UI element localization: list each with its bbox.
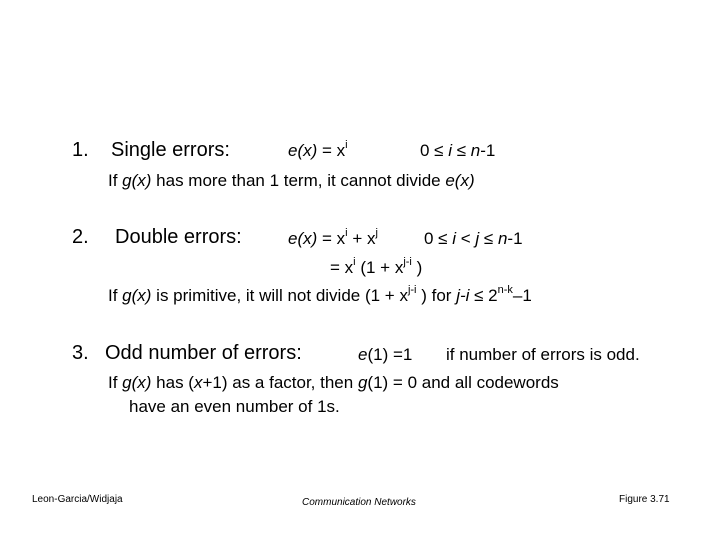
- item3-heading: Odd number of errors:: [105, 342, 302, 364]
- item3-number: 3.: [72, 342, 89, 364]
- item2-range-lt: <: [456, 229, 476, 248]
- item2-range-i: i: [452, 229, 457, 248]
- item2-note-le: ≤ 2: [469, 286, 498, 305]
- item3-note-g1: g: [357, 373, 368, 392]
- item3-note-g: g(x): [122, 373, 152, 392]
- item2-factor-eq: = x: [330, 258, 354, 277]
- item3-note-line1: [108, 374, 559, 391]
- item2-formula-exp-i: i: [345, 227, 348, 239]
- item1-range-i: i: [448, 141, 453, 160]
- item2-range-pre: 0 ≤: [424, 229, 453, 248]
- item2-factor-exp-ji: j-i: [403, 256, 412, 268]
- item2-note-mid: is primitive, it will not divide (1 + x: [151, 286, 408, 305]
- item1-range-post: ≤: [452, 141, 471, 160]
- item2-note-cond: j-i: [456, 286, 470, 305]
- item2-factor-exp-i: i: [353, 256, 356, 268]
- item1-range-pre: 0 ≤: [420, 141, 449, 160]
- item1-note-e: e(x): [445, 171, 475, 190]
- item2-range: [424, 230, 523, 247]
- footer-figure-number: Figure 3.71: [619, 494, 670, 505]
- item1-note-g: g(x): [122, 171, 152, 190]
- item2-heading: Double errors:: [115, 226, 242, 248]
- item1-note-pre: If: [108, 171, 123, 190]
- item2-note-pre: If: [108, 286, 123, 305]
- item2-note-exp-nk: n-k: [497, 284, 513, 296]
- item2-note: [108, 284, 532, 305]
- item3-formula: [358, 346, 412, 363]
- item2-note-end: –1: [512, 286, 532, 305]
- item1-formula: [288, 139, 348, 160]
- item2-factor-end: ): [411, 258, 423, 277]
- item2-range-n: n: [497, 229, 508, 248]
- item1-number: 1.: [72, 139, 89, 161]
- item2-formula-plus: + x: [347, 229, 376, 248]
- item2-formula-exp-j: j: [375, 227, 378, 239]
- item3-formula-e: e: [358, 345, 368, 364]
- item1-range: [420, 142, 495, 159]
- item3-note-x: x: [193, 373, 203, 392]
- item2-note-exp-ji: j-i: [407, 284, 417, 296]
- item2-range-j: j: [475, 229, 480, 248]
- item3-note-line2: have an even number of 1s.: [129, 397, 340, 416]
- item2-range-le: ≤: [479, 229, 498, 248]
- item3-condition: if number of errors is odd.: [446, 345, 640, 364]
- item2-formula-lhs: e(x): [288, 229, 318, 248]
- item3-note-mid: has (: [151, 373, 194, 392]
- item1-formula-lhs: e(x): [288, 141, 318, 160]
- footer-authors: Leon-Garcia/Widjaja: [32, 494, 123, 505]
- item1-note: [108, 172, 475, 189]
- item2-formula: [288, 227, 378, 248]
- item3-formula-arg: (1) =1: [367, 345, 413, 364]
- item3-note-pre: If: [108, 373, 123, 392]
- item1-note-mid: has more than 1 term, it cannot divide: [151, 171, 446, 190]
- item2-factor: [330, 256, 423, 277]
- item2-formula-eq: = x: [317, 229, 346, 248]
- item1-heading: Single errors:: [111, 139, 230, 161]
- item1-formula-exp: i: [345, 139, 348, 151]
- item2-number: 2.: [72, 226, 89, 248]
- item1-range-n: n: [470, 141, 481, 160]
- item2-range-end: -1: [507, 229, 523, 248]
- item2-note-g: g(x): [122, 286, 152, 305]
- item3-note-end: (1) = 0 and all codewords: [367, 373, 559, 392]
- footer-book-title: Communication Networks: [302, 497, 416, 508]
- item2-factor-mid: (1 + x: [355, 258, 404, 277]
- item3-note-post: +1) as a factor, then: [202, 373, 358, 392]
- item2-note-post: ) for: [416, 286, 457, 305]
- item1-range-end: -1: [480, 141, 496, 160]
- item1-formula-eq: = x: [317, 141, 346, 160]
